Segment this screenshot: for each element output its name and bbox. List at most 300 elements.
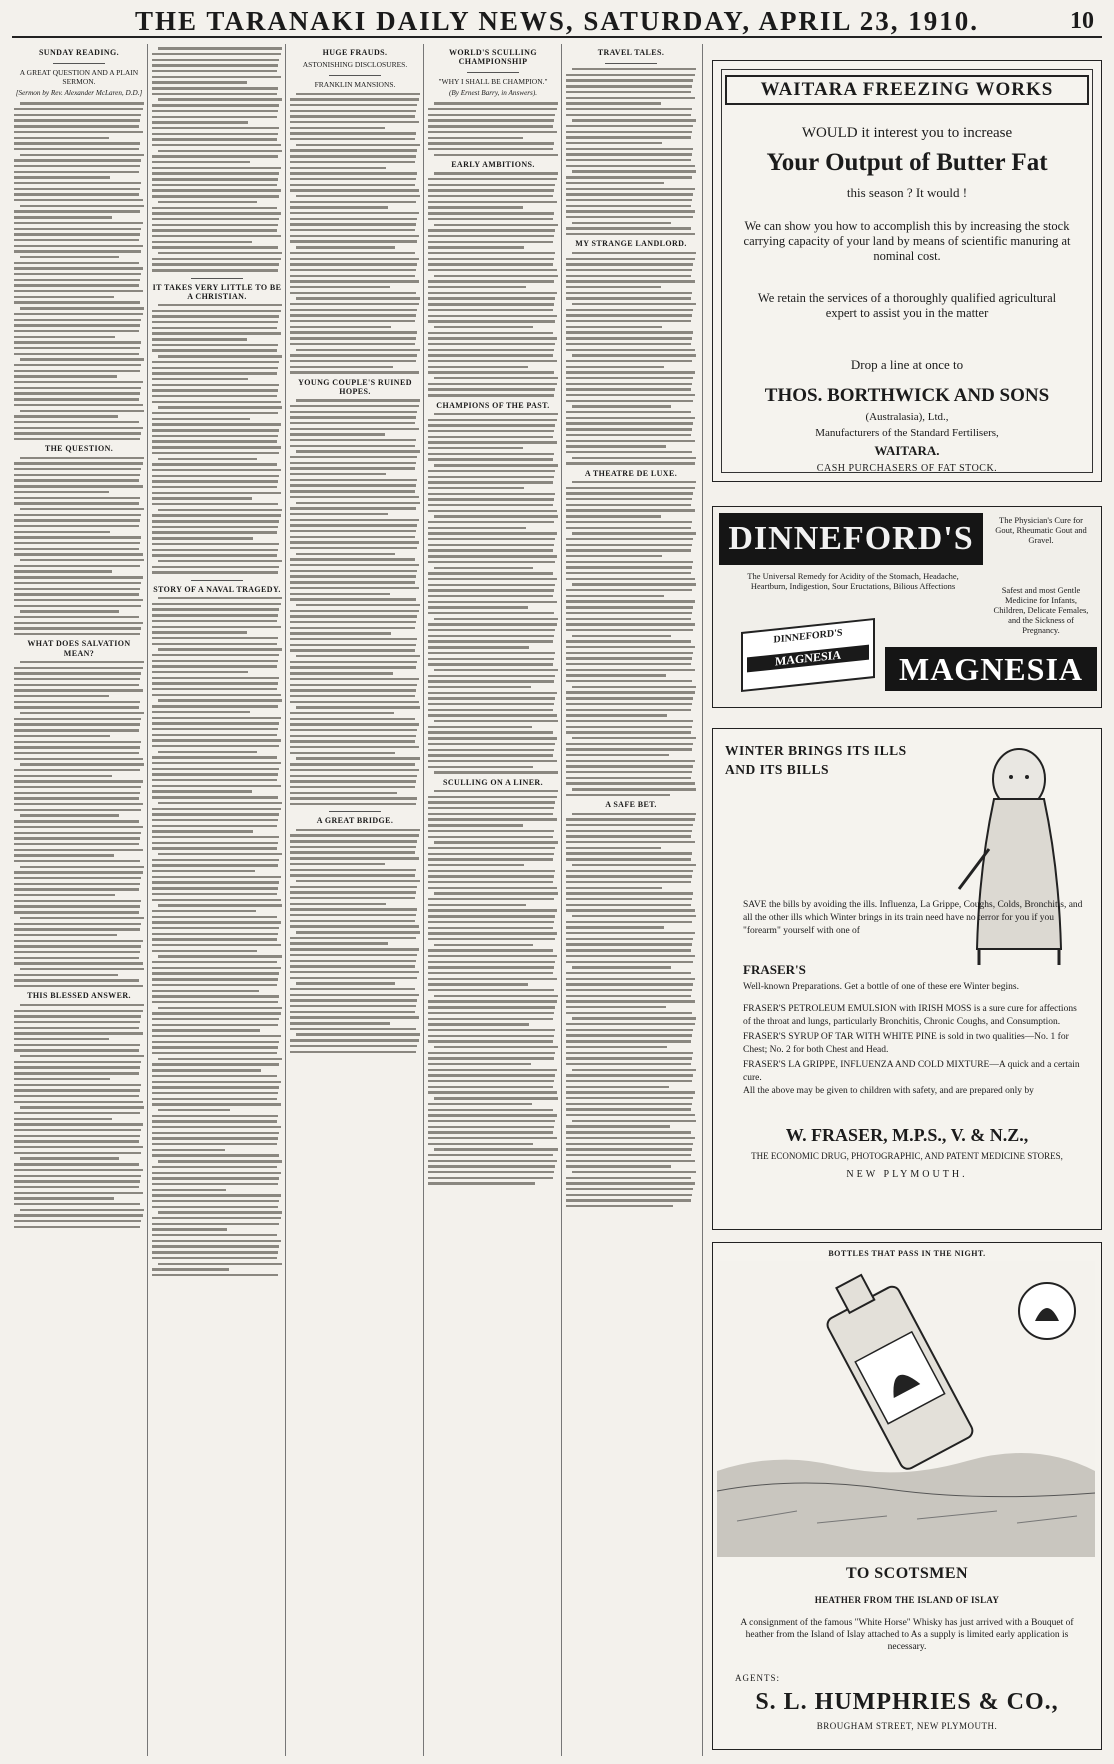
text-line xyxy=(14,957,139,959)
text-line xyxy=(296,349,420,351)
text-line xyxy=(290,712,394,714)
text-line xyxy=(566,921,692,923)
text-line xyxy=(566,1000,695,1002)
text-line xyxy=(14,375,117,377)
text-line xyxy=(152,722,279,724)
text-line xyxy=(566,1160,695,1162)
article-byline: [Sermon by Rev. Alexander McLaren, D.D.] xyxy=(15,89,143,98)
ad-subheadline: HEATHER FROM THE ISLAND OF ISLAY xyxy=(814,1595,1000,1605)
text-line xyxy=(428,966,554,968)
text-line xyxy=(428,269,557,271)
article-heading: A GREAT QUESTION AND A PLAIN SERMON. xyxy=(19,68,139,87)
text-line xyxy=(152,1183,278,1185)
text-line xyxy=(572,119,696,121)
text-line xyxy=(152,1120,277,1122)
text-line xyxy=(572,68,696,70)
text-line xyxy=(14,228,141,230)
text-line xyxy=(152,144,281,146)
text-line xyxy=(290,484,416,486)
text-line xyxy=(152,614,278,616)
text-line xyxy=(290,303,419,305)
text-line xyxy=(566,983,693,985)
text-line xyxy=(428,349,554,351)
text-line xyxy=(14,114,141,116)
text-line xyxy=(290,536,415,538)
ad-headline: TO SCOTSMEN xyxy=(845,1565,969,1582)
text-line xyxy=(428,201,557,203)
text-line xyxy=(152,916,277,918)
text-line xyxy=(14,622,143,624)
text-line xyxy=(290,684,417,686)
text-line xyxy=(14,797,139,799)
text-line xyxy=(296,553,395,555)
text-line xyxy=(566,182,664,184)
ad-text: We retain the services of a thoroughly qualified agricultural expert to assist you in the matter xyxy=(757,291,1057,320)
article-byline: (By Ernest Barry, in Answers). xyxy=(448,89,538,98)
text-line xyxy=(566,904,691,906)
text-line xyxy=(434,618,558,620)
text-line xyxy=(152,189,281,191)
ad-town: NEW PLYMOUTH. xyxy=(846,1169,968,1180)
text-line xyxy=(566,1052,693,1054)
text-line xyxy=(14,962,143,964)
text-line xyxy=(14,353,139,355)
text-line xyxy=(572,354,696,356)
text-line xyxy=(428,1086,553,1088)
text-line xyxy=(296,829,420,831)
text-line xyxy=(152,549,278,551)
text-line xyxy=(152,677,279,679)
text-line xyxy=(290,507,416,509)
text-line xyxy=(566,544,692,546)
ad-text: Well-known Preparations. Get a bottle of one of these ere Winter begins. xyxy=(743,982,1019,992)
section-heading: SUNDAY READING. xyxy=(38,48,120,57)
text-line xyxy=(14,1146,143,1148)
text-line xyxy=(290,98,419,100)
text-line xyxy=(20,866,144,868)
text-line xyxy=(14,1095,139,1097)
text-line xyxy=(566,337,692,339)
text-line xyxy=(428,709,553,711)
text-line xyxy=(20,457,144,459)
text-line xyxy=(14,148,139,150)
text-line xyxy=(566,1046,667,1048)
text-line xyxy=(14,678,140,680)
text-line xyxy=(14,415,118,417)
article-subheading: THE QUESTION. xyxy=(44,444,114,454)
text-line xyxy=(14,462,143,464)
text-line xyxy=(14,1169,143,1171)
text-line xyxy=(566,1125,670,1127)
text-line xyxy=(296,757,420,759)
text-line xyxy=(290,948,419,950)
article-heading: STORY OF A NAVAL TRAGEDY. xyxy=(153,584,281,594)
text-line xyxy=(566,858,691,860)
text-line xyxy=(566,606,693,608)
text-line xyxy=(572,252,696,254)
text-line xyxy=(566,74,695,76)
article-body-text xyxy=(566,68,696,235)
text-line xyxy=(14,404,143,406)
text-line xyxy=(14,438,140,440)
text-line xyxy=(572,635,671,637)
text-line xyxy=(428,680,554,682)
text-line xyxy=(428,955,557,957)
text-line xyxy=(152,756,277,758)
text-line xyxy=(14,741,141,743)
text-line xyxy=(290,462,416,464)
text-line xyxy=(290,161,415,163)
text-line xyxy=(152,1069,261,1071)
article-body-text xyxy=(428,413,558,774)
text-line xyxy=(428,354,553,356)
text-line xyxy=(152,1063,279,1065)
text-line xyxy=(152,327,277,329)
text-line xyxy=(296,399,420,401)
text-line xyxy=(14,1175,141,1177)
text-line xyxy=(290,846,416,848)
text-line xyxy=(20,1106,144,1108)
text-line xyxy=(290,851,415,853)
text-line xyxy=(428,572,553,574)
text-line xyxy=(572,222,671,224)
text-line xyxy=(290,354,417,356)
text-line xyxy=(428,824,523,826)
text-line xyxy=(566,875,692,877)
text-line xyxy=(290,908,417,910)
text-line xyxy=(14,125,139,127)
text-line xyxy=(290,593,390,595)
text-line xyxy=(20,307,144,309)
text-line xyxy=(152,133,278,135)
text-line xyxy=(14,319,141,321)
text-line xyxy=(152,258,281,260)
text-line xyxy=(152,76,281,78)
text-line xyxy=(152,819,278,821)
text-line xyxy=(434,1097,558,1099)
text-line xyxy=(566,1012,692,1014)
text-line xyxy=(290,863,385,865)
text-line xyxy=(152,70,277,72)
text-line xyxy=(566,165,695,167)
text-line xyxy=(296,880,420,882)
text-line xyxy=(566,674,666,676)
text-line xyxy=(14,667,143,669)
text-line xyxy=(152,859,279,861)
text-line xyxy=(428,578,557,580)
text-line xyxy=(14,1112,140,1114)
text-line xyxy=(290,286,390,288)
text-line xyxy=(428,796,557,798)
text-line xyxy=(566,1074,693,1076)
text-line xyxy=(428,320,555,322)
text-line xyxy=(296,195,420,197)
text-line xyxy=(428,1177,553,1179)
text-line xyxy=(152,440,277,442)
text-line xyxy=(566,824,693,826)
text-line xyxy=(428,1165,555,1167)
text-line xyxy=(14,502,139,504)
text-line xyxy=(566,771,692,773)
text-line xyxy=(566,108,692,110)
text-line xyxy=(14,548,139,550)
text-line xyxy=(152,1024,278,1026)
text-line xyxy=(566,989,692,991)
text-line xyxy=(14,491,109,493)
text-line xyxy=(434,892,558,894)
text-line xyxy=(428,921,554,923)
text-line xyxy=(152,395,277,397)
text-line xyxy=(572,1120,696,1122)
text-line xyxy=(152,412,278,414)
text-line xyxy=(428,932,557,934)
text-line xyxy=(290,479,417,481)
text-line xyxy=(290,558,415,560)
text-line xyxy=(14,1038,109,1040)
text-line xyxy=(152,779,277,781)
text-line xyxy=(428,1012,554,1014)
text-line xyxy=(290,343,415,345)
text-line xyxy=(428,904,526,906)
text-line xyxy=(152,643,277,645)
text-line xyxy=(566,961,693,963)
text-line xyxy=(14,616,139,618)
text-line xyxy=(14,336,115,338)
text-line xyxy=(290,769,419,771)
text-line xyxy=(428,371,554,373)
text-line xyxy=(296,655,420,657)
text-line xyxy=(14,347,140,349)
text-line xyxy=(152,671,248,673)
text-line xyxy=(428,595,553,597)
text-line xyxy=(566,210,695,212)
text-line xyxy=(566,909,695,911)
text-line xyxy=(290,988,415,990)
text-line xyxy=(14,752,139,754)
text-line xyxy=(428,549,553,551)
text-line xyxy=(152,241,252,243)
text-line xyxy=(434,224,558,226)
text-line xyxy=(290,869,416,871)
article-body-text xyxy=(428,172,558,396)
text-line xyxy=(290,638,417,640)
text-line xyxy=(152,864,278,866)
text-line xyxy=(14,1214,143,1216)
text-line xyxy=(566,777,691,779)
text-line xyxy=(152,418,250,420)
text-line xyxy=(428,297,555,299)
text-line xyxy=(566,422,693,424)
column-rule xyxy=(285,44,286,1756)
divider xyxy=(191,278,243,279)
text-line xyxy=(428,1000,557,1002)
text-line xyxy=(428,119,554,121)
text-line xyxy=(14,940,143,942)
text-line xyxy=(428,521,554,523)
text-line xyxy=(14,1027,139,1029)
article-subheading: FRANKLIN MANSIONS. xyxy=(314,80,396,90)
text-line xyxy=(428,447,523,449)
text-line xyxy=(428,1109,553,1111)
text-line xyxy=(14,900,141,902)
text-line xyxy=(158,406,282,408)
text-line xyxy=(428,635,554,637)
text-line xyxy=(566,652,693,654)
text-line xyxy=(290,1039,419,1041)
text-line xyxy=(152,435,278,437)
text-line xyxy=(152,212,281,214)
text-line xyxy=(428,1069,557,1071)
text-line xyxy=(152,1154,279,1156)
text-line xyxy=(428,337,557,339)
text-line xyxy=(152,116,277,118)
article-heading: TRAVEL TALES. xyxy=(597,48,665,57)
text-line xyxy=(290,792,397,794)
text-line xyxy=(152,332,281,334)
text-line xyxy=(428,419,557,421)
text-line xyxy=(152,1132,279,1134)
text-line xyxy=(434,669,558,671)
text-line xyxy=(428,252,555,254)
text-line xyxy=(290,371,419,373)
text-line xyxy=(290,541,419,543)
text-line xyxy=(152,1240,281,1242)
text-line xyxy=(152,1075,277,1077)
text-line xyxy=(290,314,416,316)
text-line xyxy=(296,931,420,933)
text-line xyxy=(290,366,393,368)
text-line xyxy=(566,91,691,93)
waitara-freezing-works-ad xyxy=(712,60,1102,482)
text-line xyxy=(566,451,692,453)
article-heading: HUGE FRAUDS. xyxy=(322,48,388,57)
text-line xyxy=(290,524,417,526)
text-line xyxy=(290,897,415,899)
text-line xyxy=(14,324,140,326)
text-line xyxy=(572,303,696,305)
text-line xyxy=(152,235,281,237)
text-line xyxy=(428,366,528,368)
text-line xyxy=(152,429,279,431)
text-line xyxy=(428,424,555,426)
text-line xyxy=(428,108,557,110)
text-line xyxy=(566,663,691,665)
text-line xyxy=(290,977,417,979)
text-line xyxy=(428,584,555,586)
text-line xyxy=(566,131,692,133)
text-line xyxy=(152,1234,277,1236)
text-line xyxy=(14,1220,141,1222)
text-line xyxy=(566,349,695,351)
text-line xyxy=(566,216,693,218)
ad-banner: MAGNESIA xyxy=(885,647,1097,691)
text-line xyxy=(428,360,557,362)
text-line xyxy=(152,93,277,95)
text-line xyxy=(566,1182,695,1184)
text-line xyxy=(566,275,691,277)
text-line xyxy=(572,864,696,866)
text-line xyxy=(566,320,691,322)
text-line xyxy=(566,955,695,957)
text-line xyxy=(566,881,691,883)
text-line xyxy=(428,235,554,237)
text-line xyxy=(152,825,277,827)
text-line xyxy=(428,441,557,443)
text-line xyxy=(14,684,139,686)
text-line xyxy=(428,760,557,762)
text-line xyxy=(428,601,557,603)
text-line xyxy=(572,1171,696,1173)
text-line xyxy=(290,575,416,577)
text-line xyxy=(572,737,696,739)
text-line xyxy=(14,525,139,527)
text-line xyxy=(290,149,417,151)
text-line xyxy=(566,515,661,517)
text-line xyxy=(290,212,419,214)
text-line xyxy=(14,137,109,139)
text-line xyxy=(428,1103,532,1105)
text-line xyxy=(14,1197,114,1199)
text-line xyxy=(566,434,691,436)
text-line xyxy=(290,229,415,231)
text-line xyxy=(152,1126,281,1128)
text-line xyxy=(566,498,692,500)
article-body-text xyxy=(290,93,420,374)
text-line xyxy=(14,860,140,862)
text-line xyxy=(428,1137,557,1139)
text-line xyxy=(428,606,528,608)
text-line xyxy=(152,497,252,499)
text-line xyxy=(14,894,115,896)
text-line xyxy=(152,53,281,55)
text-line xyxy=(428,818,557,820)
text-line xyxy=(14,570,112,572)
ad-banner: DINNEFORD'S xyxy=(719,513,983,565)
text-line xyxy=(566,193,693,195)
text-line xyxy=(566,595,664,597)
text-line xyxy=(290,127,385,129)
text-line xyxy=(14,627,141,629)
text-line xyxy=(290,1016,419,1018)
text-line xyxy=(290,1028,416,1030)
text-line xyxy=(152,195,279,197)
text-line xyxy=(290,695,415,697)
text-line xyxy=(572,1017,696,1019)
text-line xyxy=(428,830,554,832)
text-line xyxy=(290,201,416,203)
text-line xyxy=(566,136,691,138)
text-line xyxy=(14,923,141,925)
ad-text: THE ECONOMIC DRUG, PHOTOGRAPHIC, AND PATENT MEDICINE STORES, xyxy=(751,1151,1063,1161)
text-line xyxy=(566,263,693,265)
text-line xyxy=(152,566,279,568)
text-line xyxy=(152,81,247,83)
text-line xyxy=(566,972,691,974)
text-line xyxy=(14,392,140,394)
text-line xyxy=(566,1188,693,1190)
text-line xyxy=(14,1015,141,1017)
text-line xyxy=(290,999,417,1001)
text-line xyxy=(566,487,695,489)
text-line xyxy=(566,1194,692,1196)
text-line xyxy=(566,400,693,402)
text-line xyxy=(14,176,110,178)
text-line xyxy=(14,780,143,782)
text-line xyxy=(290,280,419,282)
text-line xyxy=(152,768,279,770)
text-line xyxy=(428,481,553,483)
text-line xyxy=(566,377,693,379)
